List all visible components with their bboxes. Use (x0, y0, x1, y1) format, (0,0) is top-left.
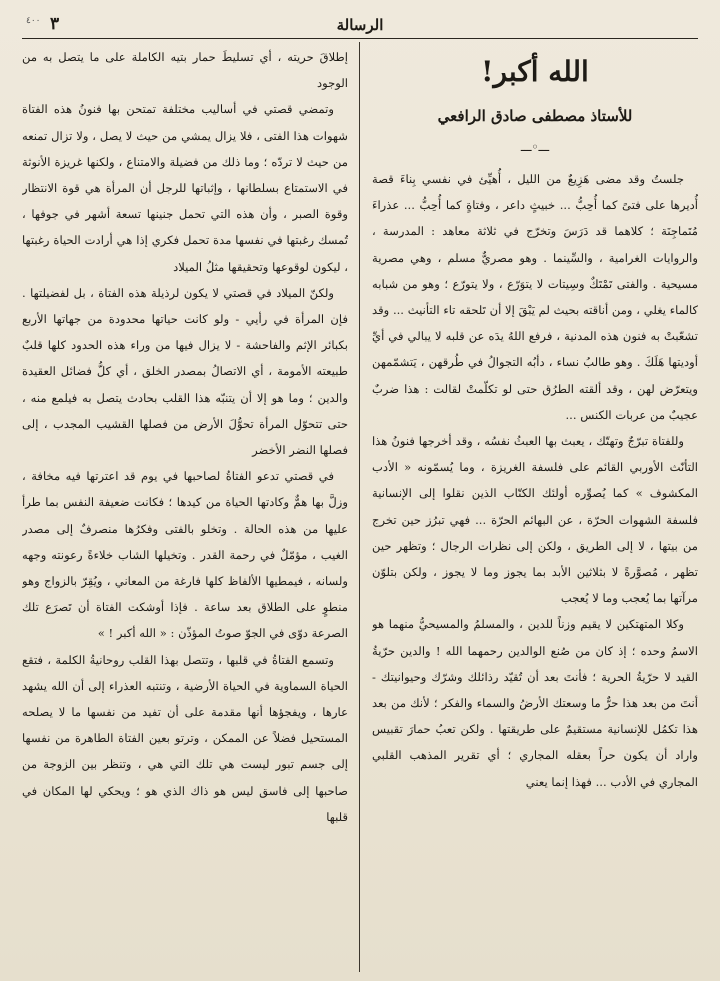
page-number: ٣ (50, 14, 60, 34)
paragraph: وتسمع الفتاةُ في قلبها ، وتتصل بهذا القلب روحانيةُ الكلمة ، فتقع الحياة السماوية في الحياة الأرضية ، وتنتبه العذراء إلى أن الله يشهد عارها ، ويفجؤها أنها مقدمة على أن تفيد من نفسها ما لا يصلحه المستحيل فضلاً عن الممكن ، وترتو بعين الفتاة الطاهرة من نفسها إلى جسم تبور ليست هي تلك التي هي ، وتنظر بين الزوجة من صاحبها إلى فاسق ليس هو ذاك الذي هو ؛ ويحكي لها المكان في قلبها (22, 652, 348, 824)
paragraph: جلستُ وقد مضى هَزِيعٌ من الليل ، أُهيِّئ في نفسي بِناءَ قصة أُديرها على فتىً كما أُحِبُّ ... خبيثٍ داعر ، وفتاةٍ كما أُحِبُّ ... عذراءَ مُتَماجِنَة ؛ كلاهما قد دَرَسَ وتخرّج في ثلاثة معاهد : المدرسة ، والروايات الغرامية ، والسِّينما . وهو مصريٌّ مسلم ، وهي مصرية مسيحية . والفتى تَمْتَكٌ وسِيتات لا يتوَرّع ، ولا يتورّع ؛ وهو من شبابه كالماء يغلي ، ومن أناقته بحيث لم يَبْقَ إلا أن تَلحقه تاء التأنيث ... وقد تشعّبتْ به فنون هذه المدنية ، فرفع اللهُ يدَه عن قلبه لا يبالي في أيِّ أوديتها هَلَكَ . وهو طالبُ نساء ، دأبُه التجوالُ في طُرقهن ، يَتشمّمهن ويتعرّض لهن ، وقد ألقته الطرُق حتى لو تكلّمتْ لقالت : هذا ضربٌ عجيبٌ من عربات الكنس ... (372, 172, 698, 422)
paragraph: وتمضي قصتي في أساليب مختلفة تمتحن بها فنونُ هذه الفتاة شهوات هذا الفتى ، فلا يزال يمشي من حيث لا يصل ، ولا تزال تمنعه من حيث لا تردّه ؛ وما ذلك من فضيلة والامتناع ، ولكنها غريزة الأنوثة في الاستمتاع بسلطانها ، وإثباتها للرجل أن المرأة هي قوة الانتظار وقوة الصبر ، وأن هذه التي تحمل جنينها تسعة أشهر في جوفها ، تُمسك رغبتها في نفسها مدة تحمل فكري إذا هي أرادت الحياة رغبتها ، ليكون لوقوعها وتحقيقها مثلُ الميلاد (22, 102, 348, 274)
magazine-title: الرسالة (336, 16, 384, 34)
paragraph: في قصتي تدعو الفتاةُ لصاحبها في يوم قد اعترتها فيه مخافة ، وزلَّ بها همٌّ وكادتها الحياة من كيدها ؛ فكانت ضعيفة النفس بما طرأ عليها من هذه الحالة . وتخلو بالفتى وفكرُها منصرفٌ إلى مصدر الغيب ، مؤمّلٌ في رحمة القدر . وتخيلها الشاب خلاءةً رعونته وجهه ولسانه ، فيمطيها الألفاظ كلها فارغة من المعاني ، ويُقِرّ بالزواج وهو منطوٍ على الطلاق بعد ساعة . فإذا أوشكت الفتاة أن تَصرَع تلك الصرعة دوّى في الجوّ صوتُ المؤذّن : « الله أكبر ! » (22, 469, 348, 641)
paragraph: ولكنّ الميلاد في قصتي لا يكون لرذيلة هذه الفتاة ، بل لفضيلتها . فإن المرأة في رأيي - ولو كانت حياتها محدودة من جهاتها الأربع بكبائر الإثم والفاحشة - لا يزال فيها من وراء هذه الحدود كلها قلبٌ طبيعته الأمومة ، أي الاتصالُ بمصدر الخلق ، أي كلُّ فضائل العقيدة والدين ؛ وما هو إلا أن يتنبّه هذا القلب بحادث يتصل به فيلمع منه ، حتى تتحوّل المرأة تحوُّلَ الأرض من فصلها القشيب المجدب ، إلى فصلها النضر الأخضر (22, 285, 348, 458)
title-ornament: ـــ◦ـــ (520, 140, 550, 154)
page-corner-mark: ٤٠٠ (26, 16, 41, 26)
left-column (22, 44, 348, 974)
article-title: الله أكبر! (481, 55, 589, 88)
paragraph: وللفتاة تبرّجٌ وتهتّك ، يعبث بها العبثُ نفسُه ، وقد أخرجها فنونُ هذا التأنّث الأوربي القائم على فلسفة الغريزة ، وما يُسمّونه « الأدب المكشوف » كما يُصوِّره أولئك الكتّاب الذين نقلوا إلى الإنسانية فلسفة الشهوات الحرّة ، عن البهائم الحرّة ... فهي تبرُز حين تخرج من بيتها ، لا إلى الطريق ، ولكن إلى نظرات الرجال ؛ وتظهر حين تظهر ، مُصوَّرةً لا بثلاثين الأبد بما يجوز وما لا يجوز ، ولكن بتلوّن مرآتها بما يُعجب وما لا يُعجب (372, 434, 698, 606)
paragraph: إطلاقَ حريته ، أي تسليطَ حمار بتيه الكاملة على ما يتصل به من الوجود (22, 50, 348, 91)
page-header (22, 14, 698, 39)
article-author: للأستاذ مصطفى صادق الرافعي (437, 107, 633, 125)
paragraph: وكلا المتهتكين لا يقيم وزناً للدين ، والمسلمُ والمسيحيُّ منهما هو الاسمُ وحده ؛ إذ كان من صُنع الوالدين رحمهما الله ! والدين حرّيةُ القيد لا حرّيةُ الحرية ؛ فأنتَ بعد أن تُقيّد رذائلك وشرّك وحيوانيتك - أنتَ من بعد هذا حرٌّ ما وسعتك الأرضُ والسماء والفكر ؛ لأنك من بعد هذا تكمُل للإنسانية مستقيمٌ على طريقتها . ولكن تعبُ حمارَ تقبيس واراد أن يكون حراً بعقله المجاري ؛ أي تقرير المذهب القلبي المجاري في الأدب ... فهذا إنما يعني (372, 617, 698, 789)
right-column (372, 44, 698, 969)
column-divider (359, 42, 360, 972)
